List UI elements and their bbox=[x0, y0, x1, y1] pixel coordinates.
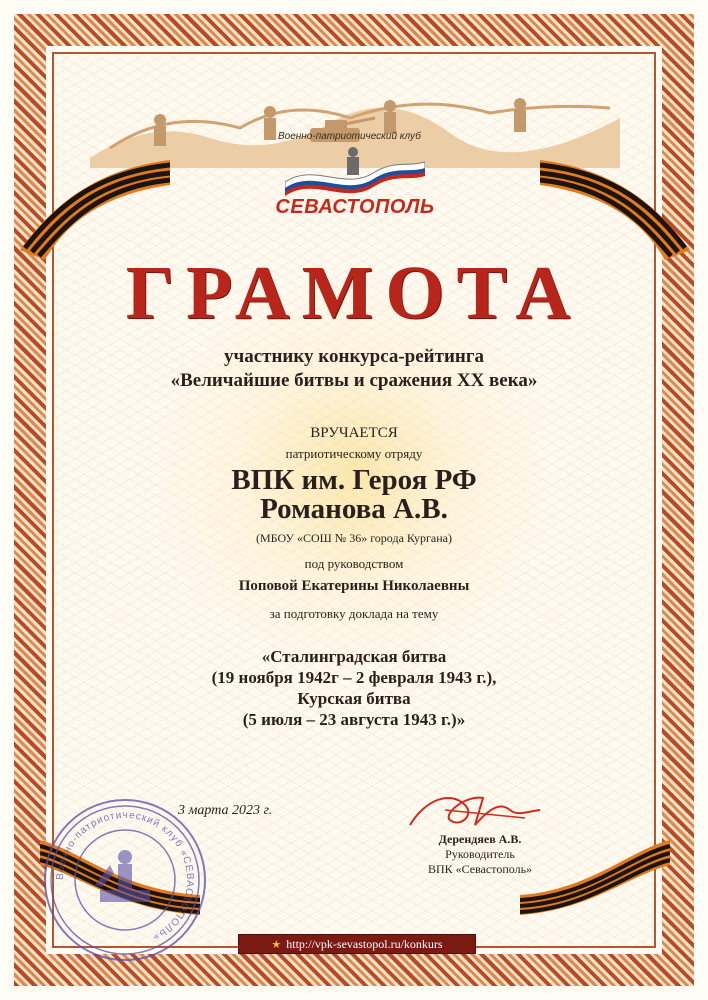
url-link[interactable] bbox=[238, 934, 476, 954]
leader-name: Поповой Екатерины Николаевны bbox=[238, 578, 470, 594]
awarded-label: ВРУЧАЕТСЯ bbox=[310, 425, 398, 441]
st-george-ribbon-icon bbox=[520, 830, 670, 920]
report-label: за подготовку доклада на тему bbox=[269, 606, 439, 621]
recipient-name-line: Романова А.В. bbox=[260, 493, 448, 525]
star-icon: ★ bbox=[271, 938, 282, 951]
topic-line: (19 ноября 1942г – 2 февраля 1943 г.), bbox=[211, 668, 497, 687]
signer-role: Руководитель bbox=[445, 847, 515, 861]
supervised-label: под руководством bbox=[304, 556, 404, 571]
st-george-ribbon-icon bbox=[540, 140, 690, 260]
signature-icon bbox=[405, 780, 545, 835]
seal-text: Военно-патриотический клуб «СЕВАСТОПОЛЬ» bbox=[54, 809, 196, 944]
seal-stamp-icon bbox=[40, 795, 210, 965]
certificate-subtitle bbox=[0, 345, 708, 393]
st-george-ribbon-icon bbox=[20, 140, 170, 260]
subtitle-line: «Величайшие битвы и сражения XX века» bbox=[170, 370, 538, 391]
club-emblem-icon bbox=[285, 142, 425, 197]
subtitle-line: участнику конкурса-рейтинга bbox=[224, 346, 484, 367]
issue-date: 3 марта 2023 г. bbox=[178, 803, 273, 818]
school-name: (МБОУ «СОШ № 36» города Кургана) bbox=[256, 531, 452, 545]
report-topic bbox=[0, 646, 708, 730]
club-name: СЕВАСТОПОЛЬ bbox=[275, 196, 435, 218]
certificate-title: ГРАМОТА bbox=[125, 251, 583, 335]
recipient-name-line: ВПК им. Героя РФ bbox=[231, 464, 477, 496]
club-caption: Военно-патриотический клуб bbox=[278, 131, 421, 142]
topic-line: Курская битва bbox=[297, 689, 411, 708]
recipient-name bbox=[0, 466, 708, 524]
topic-line: «Сталинградская битва bbox=[261, 647, 447, 666]
signer-org: ВПК «Севастополь» bbox=[427, 862, 533, 876]
recipient-prefix: патриотическому отряду bbox=[285, 446, 423, 461]
topic-line: (5 июля – 23 августа 1943 г.)» bbox=[242, 710, 466, 729]
signer-name: Дерендяев А.В. bbox=[438, 832, 522, 846]
url-text[interactable]: http://vpk-sevastopol.ru/konkurs bbox=[286, 936, 443, 951]
